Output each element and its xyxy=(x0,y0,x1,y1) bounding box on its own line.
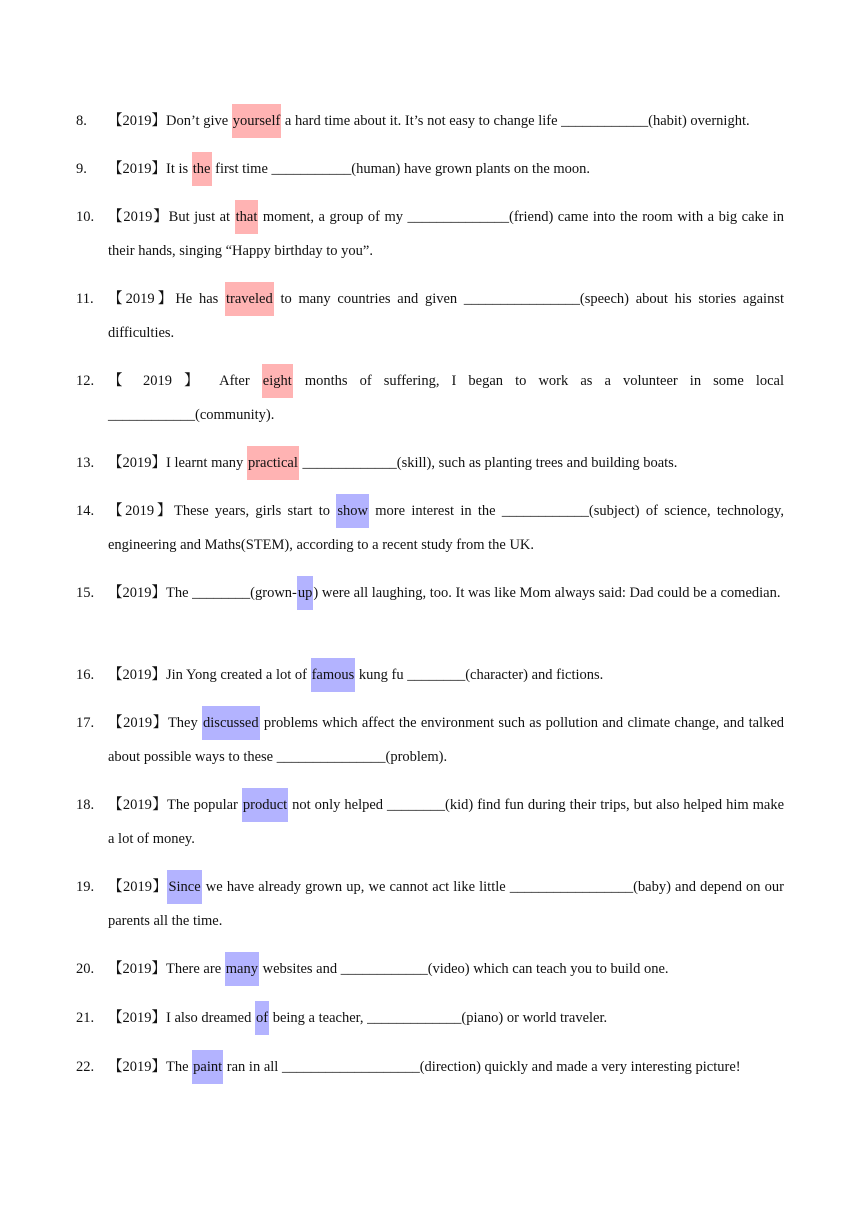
highlighted-word: the xyxy=(192,152,212,186)
question-text: 【2019】He has traveled to many countries and given ________________(speech) about his stories against difficulties. xyxy=(108,282,784,350)
question-item xyxy=(76,282,784,350)
question-number: 21. xyxy=(76,1010,95,1026)
question-text: 【2019】The popular product not only helped ________(kid) find fun during their trips, but also helped him make a lot of money. xyxy=(108,788,784,856)
question-number: 15. xyxy=(76,585,95,601)
question-number: 9. xyxy=(76,161,87,177)
question-item xyxy=(76,788,784,856)
question-item xyxy=(76,104,784,138)
highlighted-word: traveled xyxy=(225,282,274,316)
question-item xyxy=(76,658,784,692)
highlighted-word: product xyxy=(242,788,288,822)
highlighted-word: that xyxy=(235,200,259,234)
question-item xyxy=(76,952,784,986)
highlighted-word: eight xyxy=(262,364,293,398)
highlighted-word: paint xyxy=(192,1050,223,1084)
question-text: 【2019】I learnt many practical _____________(skill), such as planting trees and building boats. xyxy=(108,446,784,480)
question-text: 【 2019 】 After eight months of suffering, I began to work as a volunteer in some local ____________(community). xyxy=(108,364,784,432)
highlighted-word: of xyxy=(255,1001,269,1035)
question-item xyxy=(76,1001,784,1035)
question-text: 【2019】Since we have already grown up, we cannot act like little _________________(baby) and depend on our parents all the time. xyxy=(108,870,784,938)
highlighted-word: Since xyxy=(167,870,201,904)
question-item xyxy=(76,200,784,268)
question-item xyxy=(76,494,784,562)
question-number: 8. xyxy=(76,113,87,129)
highlighted-word: show xyxy=(336,494,369,528)
question-item xyxy=(76,446,784,480)
question-text: 【2019】There are many websites and ____________(video) which can teach you to build one. xyxy=(108,952,784,986)
question-text: 【2019】The ________(grown-up) were all laughing, too. It was like Mom always said: Dad could be a comedian. xyxy=(108,576,784,610)
question-number: 11. xyxy=(76,291,94,307)
question-number: 22. xyxy=(76,1059,95,1075)
question-number: 16. xyxy=(76,667,95,683)
highlighted-word: yourself xyxy=(232,104,282,138)
highlighted-word: up xyxy=(297,576,314,610)
question-text: 【2019】Don’t give yourself a hard time about it. It’s not easy to change life ____________(habit) overnight. xyxy=(108,104,784,138)
question-number: 12. xyxy=(76,373,95,389)
question-text: 【2019】It is the first time ___________(human) have grown plants on the moon. xyxy=(108,152,784,186)
question-number: 17. xyxy=(76,715,95,731)
question-item xyxy=(76,870,784,938)
question-text: 【2019】But just at that moment, a group of my ______________(friend) came into the room with a big cake in their hands, singing “Happy birthday to you”. xyxy=(108,200,784,268)
highlighted-word: discussed xyxy=(202,706,260,740)
question-item xyxy=(76,364,784,432)
highlighted-word: famous xyxy=(311,658,356,692)
question-number: 19. xyxy=(76,879,95,895)
question-number: 10. xyxy=(76,209,95,225)
question-number: 13. xyxy=(76,455,95,471)
question-text: 【2019】These years, girls start to show more interest in the ____________(subject) of science, technology, engineering and Maths(STEM), according to a recent study from the UK. xyxy=(108,494,784,562)
question-number: 20. xyxy=(76,961,95,977)
question-text: 【2019】The paint ran in all ___________________(direction) quickly and made a very interesting picture! xyxy=(108,1050,784,1084)
question-item xyxy=(76,1050,784,1084)
question-text: 【2019】They discussed problems which affect the environment such as pollution and climate change, and talked about possible ways to these _______________(problem). xyxy=(108,706,784,774)
question-item xyxy=(76,706,784,774)
question-text: 【2019】I also dreamed of being a teacher, _____________(piano) or world traveler. xyxy=(108,1001,784,1035)
question-item xyxy=(76,152,784,186)
question-number: 18. xyxy=(76,797,95,813)
question-text: 【2019】Jin Yong created a lot of famous kung fu ________(character) and fictions. xyxy=(108,658,784,692)
question-number: 14. xyxy=(76,503,95,519)
question-item xyxy=(76,576,784,610)
highlighted-word: practical xyxy=(247,446,299,480)
highlighted-word: many xyxy=(225,952,259,986)
